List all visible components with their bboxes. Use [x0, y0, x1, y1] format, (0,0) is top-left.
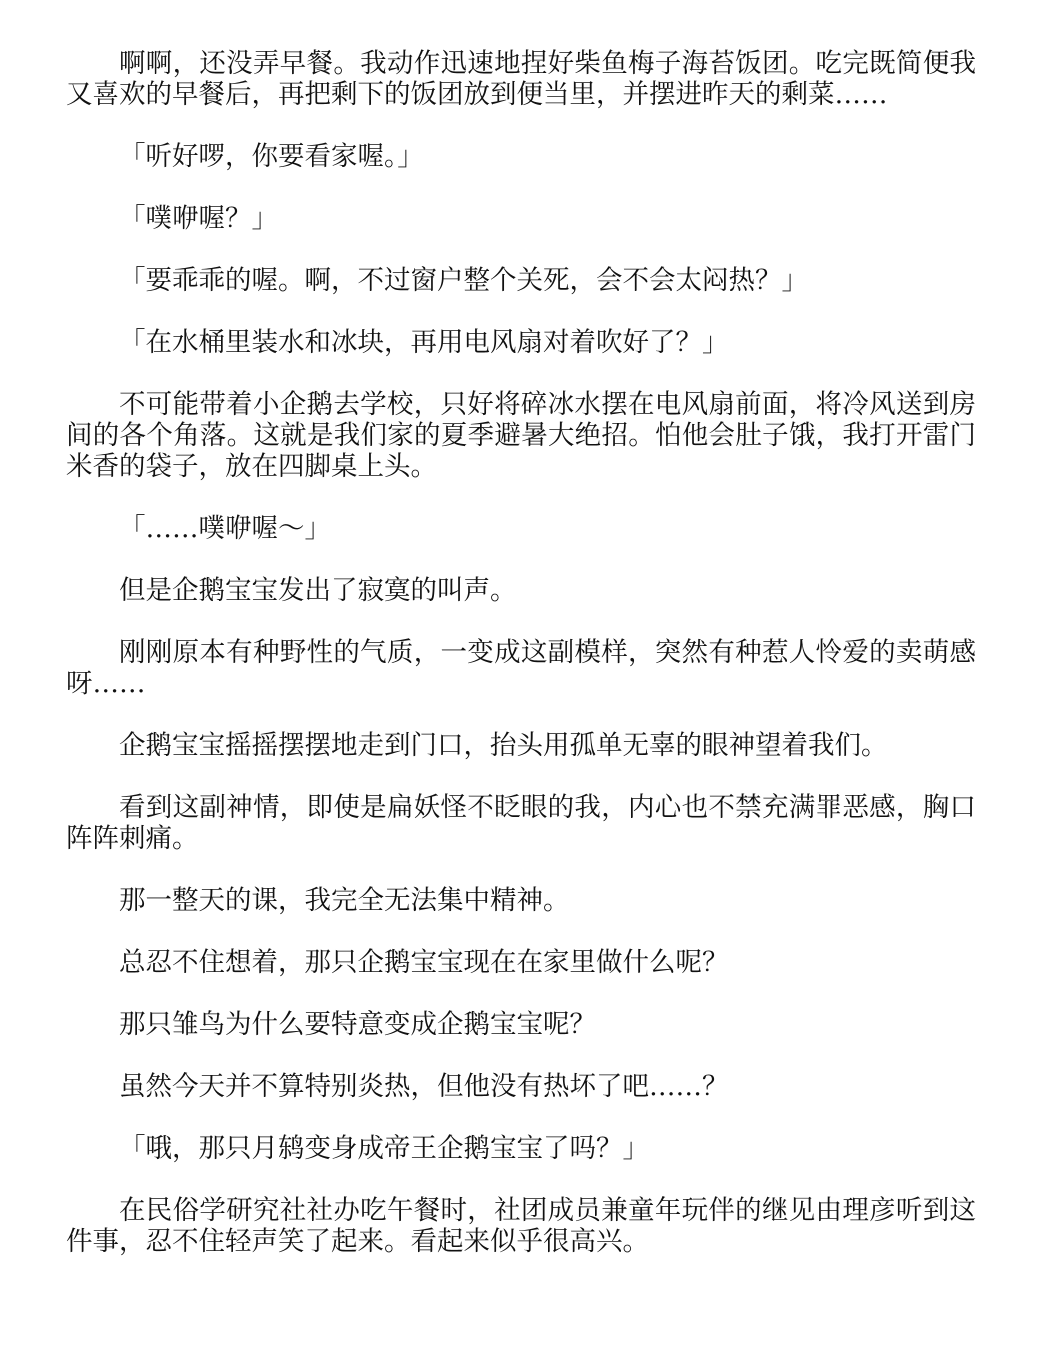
paragraph: 在民俗学研究社社办吃午餐时，社团成员兼童年玩伴的继见由理彦听到这件事，忍不住轻声笑了起来。看起来似乎很高兴。	[66, 1195, 976, 1257]
paragraph: 看到这副神情，即使是扁妖怪不眨眼的我，内心也不禁充满罪恶感，胸口阵阵刺痛。	[66, 792, 976, 854]
paragraph: 但是企鹅宝宝发出了寂寞的叫声。	[119, 575, 517, 606]
dialogue-line: 「噗咿喔？」	[119, 203, 278, 234]
dialogue-line: 「听好啰，你要看家喔。」	[119, 141, 424, 172]
paragraph: 那只雏鸟为什么要特意变成企鹅宝宝呢？	[119, 1009, 596, 1040]
dialogue-line: 「哦，那只月鸫变身成帝王企鹅宝宝了吗？」	[119, 1133, 649, 1164]
paragraph: 虽然今天并不算特别炎热，但他没有热坏了吧……？	[119, 1071, 729, 1102]
paragraph: 那一整天的课，我完全无法集中精神。	[119, 885, 570, 916]
document-page	[66, 48, 976, 1288]
dialogue-line: 「在水桶里装水和冰块，再用电风扇对着吹好了？」	[119, 327, 729, 358]
paragraph: 刚刚原本有种野性的气质，一变成这副模样，突然有种惹人怜爱的卖萌感呀……	[66, 637, 976, 699]
paragraph: 不可能带着小企鹅去学校，只好将碎冰水摆在电风扇前面，将冷风送到房间的各个角落。这就是我们家的夏季避暑大绝招。怕他会肚子饿，我打开雷门米香的袋子，放在四脚桌上头。	[66, 389, 976, 482]
paragraph: 啊啊，还没弄早餐。我动作迅速地捏好柴鱼梅子海苔饭团。吃完既简便我又喜欢的早餐后，再把剩下的饭团放到便当里，并摆进昨天的剩菜……	[66, 48, 976, 110]
paragraph: 总忍不住想着，那只企鹅宝宝现在在家里做什么呢？	[119, 947, 729, 978]
paragraph: 企鹅宝宝摇摇摆摆地走到门口，抬头用孤单无辜的眼神望着我们。	[119, 730, 888, 761]
dialogue-line: 「要乖乖的喔。啊，不过窗户整个关死，会不会太闷热？」	[119, 265, 808, 296]
dialogue-line: 「……噗咿喔～」	[119, 513, 331, 544]
